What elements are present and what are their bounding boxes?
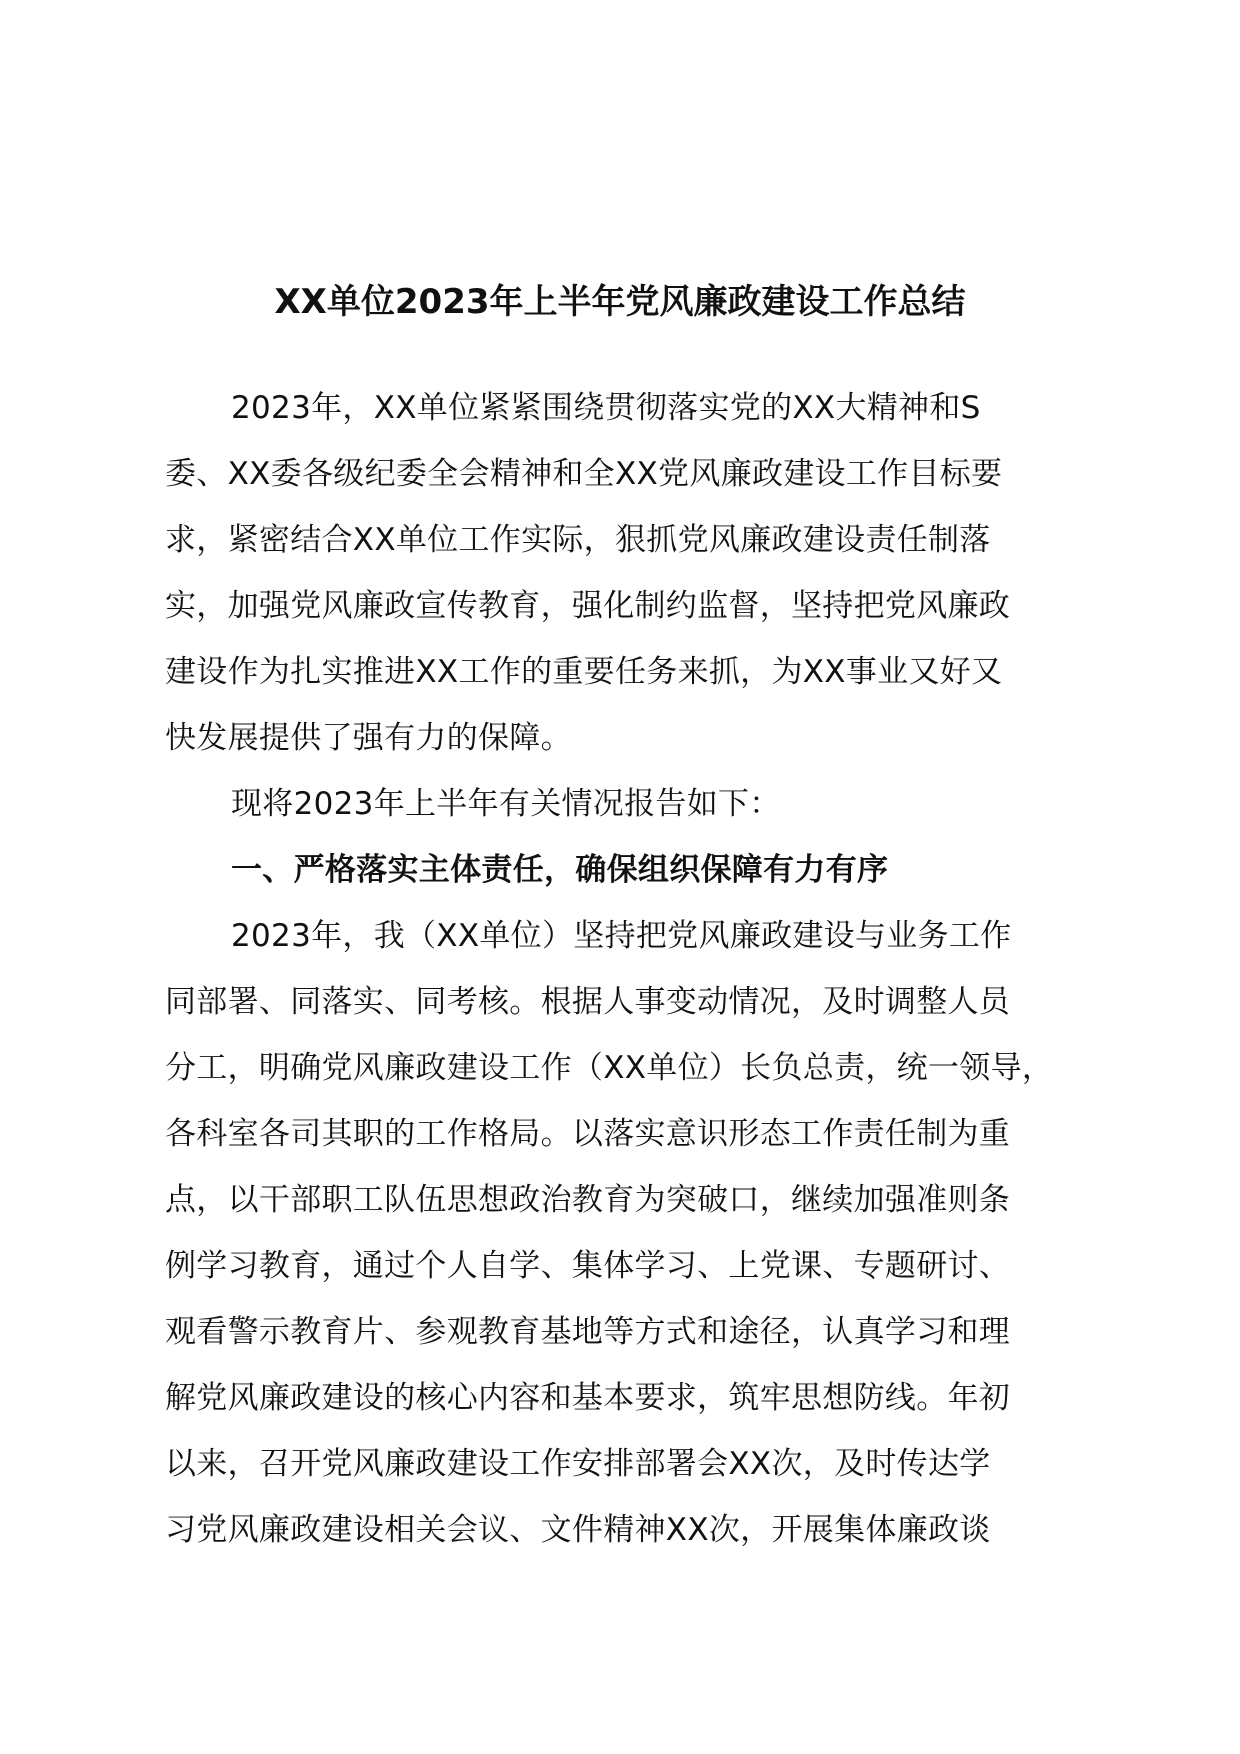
paragraph-line: 建设作为扎实推进XX工作的重要任务来抓，为XX事业又好又 — [165, 654, 1003, 690]
paragraph-line: 习党风廉政建设相关会议、文件精神XX次，开展集体廉政谈 — [165, 1512, 991, 1548]
paragraph-line: 现将2023年上半年有关情况报告如下： — [231, 786, 781, 822]
paragraph-line: 委、XX委各级纪委全会精神和全XX党风廉政建设工作目标要 — [165, 456, 1003, 492]
paragraph-line: 解党风廉政建设的核心内容和基本要求，筑牢思想防线。年初 — [165, 1380, 1011, 1416]
paragraph-line: 例学习教育，通过个人自学、集体学习、上党课、专题研讨、 — [165, 1248, 1011, 1284]
paragraph-line: 点，以干部职工队伍思想政治教育为突破口，继续加强准则条 — [165, 1182, 1011, 1218]
paragraph-line: 求，紧密结合XX单位工作实际，狠抓党风廉政建设责任制落 — [165, 522, 991, 558]
paragraph-line: 分工，明确党风廉政建设工作（XX单位）长负总责，统一领导， — [165, 1050, 1054, 1086]
paragraph-line: 各科室各司其职的工作格局。以落实意识形态工作责任制为重 — [165, 1116, 1011, 1152]
document-body — [165, 375, 1095, 1563]
paragraph-line: 2023年，我（XX单位）坚持把党风廉政建设与业务工作 — [231, 918, 1012, 954]
paragraph-line: 同部署、同落实、同考核。根据人事变动情况，及时调整人员 — [165, 984, 1011, 1020]
paragraph-line: 以来，召开党风廉政建设工作安排部署会XX次，及时传达学 — [165, 1446, 991, 1482]
section-heading: 一、严格落实主体责任，确保组织保障有力有序 — [231, 852, 889, 888]
document-title: XX单位2023年上半年党风廉政建设工作总结 — [274, 282, 966, 322]
paragraph-line: 观看警示教育片、参观教育基地等方式和途径，认真学习和理 — [165, 1314, 1011, 1350]
paragraph-line: 快发展提供了强有力的保障。 — [165, 720, 572, 756]
paragraph-line: 实，加强党风廉政宣传教育，强化制约监督，坚持把党风廉政 — [165, 588, 1011, 624]
paragraph-line: 2023年，XX单位紧紧围绕贯彻落实党的XX大精神和S — [231, 390, 981, 426]
